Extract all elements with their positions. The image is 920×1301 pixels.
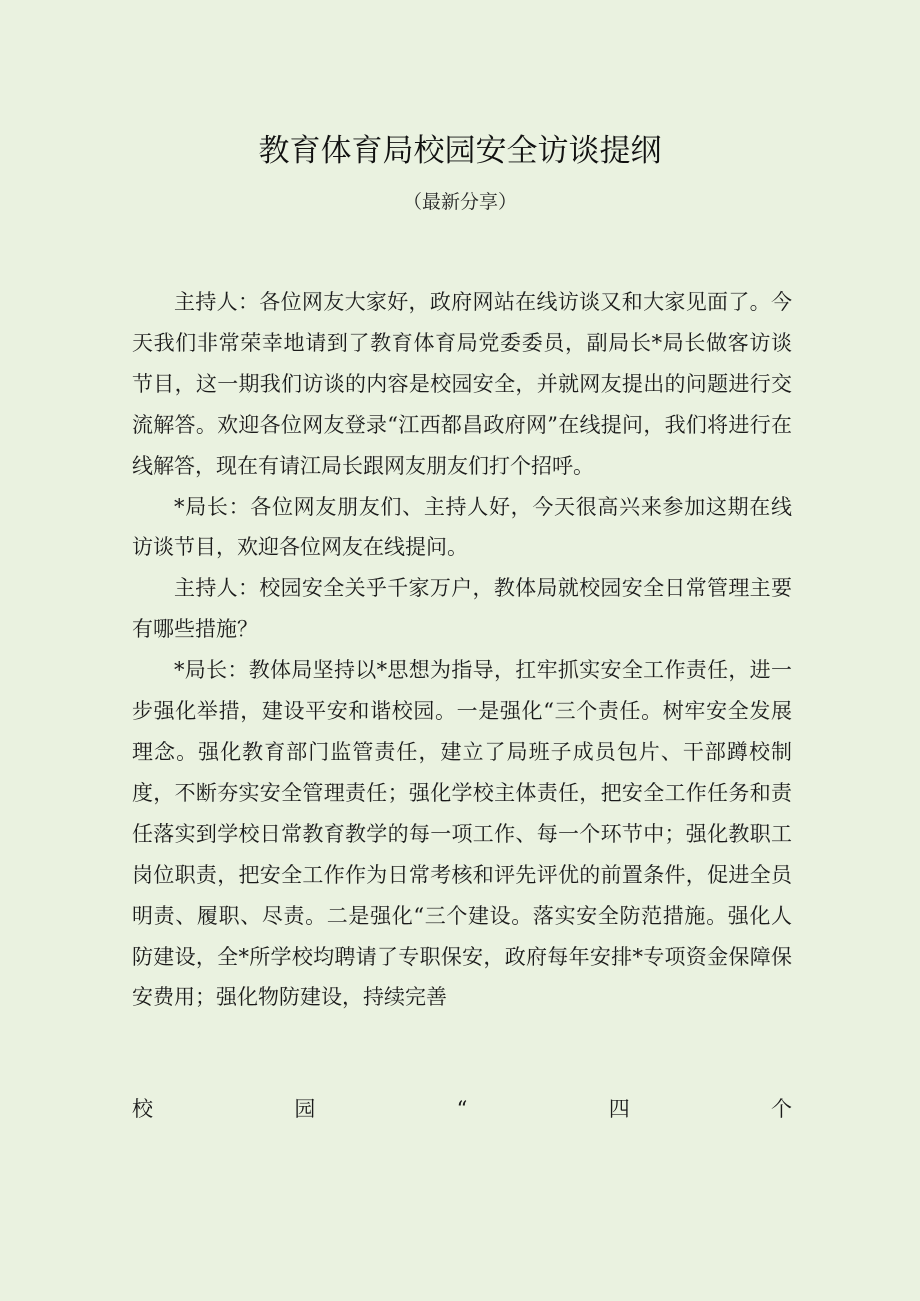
document-body: [132, 282, 792, 1018]
last-line-char: 个: [771, 1097, 792, 1121]
document-title: 教育体育局校园安全访谈提纲: [258, 133, 662, 169]
justified-last-line: [132, 1089, 792, 1129]
paragraph-host-question: 主持人：校园安全关乎千家万户，教体局就校园安全日常管理主要有哪些措施？: [132, 576, 792, 642]
last-line-char: 四: [608, 1097, 630, 1121]
paragraph-host-intro: 主持人：各位网友大家好，政府网站在线访谈又和大家见面了。今天我们非常荣幸地请到了教育体育局党委委员，副局长*局长做客访谈节目，这一期我们访谈的内容是校园安全，并就网友提出的问题进行交流解答。欢迎各位网友登录“江西都昌政府网”在线提问，我们将进行在线解答，现在有请江局长跟网友朋友们打个招呼。: [132, 290, 792, 478]
last-line-char: 园: [294, 1097, 316, 1121]
last-line-char: 校: [132, 1097, 153, 1121]
document-subtitle: （最新分享）: [402, 191, 517, 213]
last-line-char: “: [456, 1097, 468, 1121]
paragraph-director-greeting: *局长：各位网友朋友们、主持人好，今天很高兴来参加这期在线访谈节目，欢迎各位网友在线提问。: [132, 494, 792, 560]
paragraph-director-answer: *局长：教体局坚持以*思想为指导，扛牢抓实安全工作责任，进一步强化举措，建设平安和谐校园。一是强化“三个责任。树牢安全发展理念。强化教育部门监管责任，建立了局班子成员包片、干部蹲校制度，不断夯实安全管理责任；强化学校主体责任，把安全工作任务和责任落实到学校日常教育教学的每一项工作、每一个环节中；强化教职工岗位职责，把安全工作作为日常考核和评先评优的前置条件，促进全员明责、履职、尽责。二是强化“三个建设。落实安全防范措施。强化人防建设，全*所学校均聘请了专职保安，政府每年安排*专项资金保障保安费用；强化物防建设，持续完善: [132, 658, 792, 1010]
